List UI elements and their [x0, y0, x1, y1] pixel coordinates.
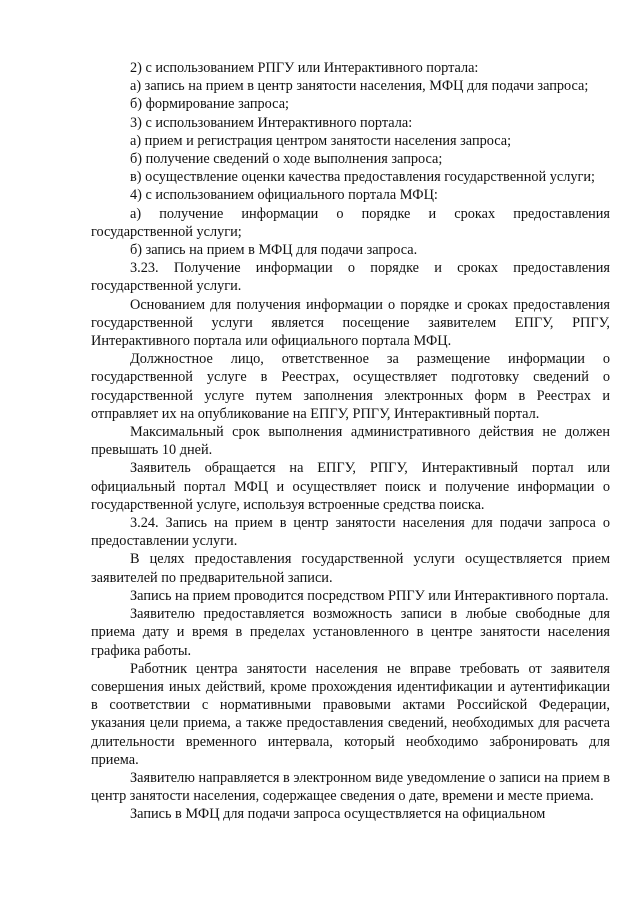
paragraph: Работник центра занятости населения не вправе требовать от заявителя совершения иных действий, кроме прохождения идентификации и аутентификации в соответствии с нормативными правовыми актами Российской Федерации, указания цели приема, а также предоставления сведений, необходимых для расчета длительности временного интервала, который необходимо забронировать для приема. — [91, 660, 610, 768]
paragraph: Заявителю направляется в электронном виде уведомление о записи на прием в центр занятости населения, содержащее сведения о дате, времени и месте приема. — [91, 769, 610, 805]
paragraph: в) осуществление оценки качества предоставления государственной услуги; — [130, 169, 595, 186]
paragraph: 2) с использованием РПГУ или Интерактивного портала: — [130, 60, 479, 76]
paragraph: б) получение сведений о ходе выполнения запроса; — [130, 151, 443, 168]
section-heading-3-23: 3.23. Получение информации о порядке и сроках предоставления государственной услуги. — [91, 260, 610, 295]
paragraph: Должностное лицо, ответственное за размещение информации о государственной услуге в Реестрах, осуществляет подготовку сведений о государственной услуге путем заполнения электронных форм в Реестрах и отправляет их на опубликование на ЕПГУ, РПГУ, Интерактивный портал. — [91, 351, 610, 422]
paragraph: Запись в МФЦ для подачи запроса осуществляется на официальном — [130, 806, 546, 823]
document-page — [91, 59, 610, 824]
paragraph: В целях предоставления государственной услуги осуществляется прием заявителей по предварительной записи. — [91, 551, 610, 586]
paragraph: а) запись на прием в центр занятости населения, МФЦ для подачи запроса; — [130, 78, 589, 95]
paragraph: 3) с использованием Интерактивного портала: — [130, 114, 413, 131]
paragraph: б) формирование запроса; — [130, 96, 290, 113]
paragraph: б) запись на прием в МФЦ для подачи запроса. — [130, 242, 418, 259]
section-heading-3-24: 3.24. Запись на прием в центр занятости населения для подачи запроса о предоставлении услуги. — [91, 515, 610, 550]
paragraph: 4) с использованием официального портала МФЦ: — [130, 187, 438, 204]
paragraph: Заявителю предоставляется возможность записи в любые свободные для приема дату и время в пределах установленного в центре занятости населения графика работы. — [91, 606, 610, 659]
paragraph: Максимальный срок выполнения административного действия не должен превышать 10 дней. — [91, 424, 610, 459]
paragraph: а) прием и регистрация центром занятости населения запроса; — [130, 132, 512, 149]
paragraph: Основанием для получения информации о порядке и сроках предоставления государственной услуги является посещение заявителем ЕПГУ, РПГУ, Интерактивного портала или официального портала МФЦ. — [91, 296, 610, 350]
paragraph: Заявитель обращается на ЕПГУ, РПГУ, Интерактивный портал или официальный портал МФЦ и осуществляет поиск и получение информации о государственной услуге, используя встроенные средства поиска. — [91, 460, 610, 513]
paragraph: а) получение информации о порядке и сроках предоставления государственной услуги; — [91, 205, 610, 240]
paragraph: Запись на прием проводится посредством РПГУ или Интерактивного портала. — [130, 587, 609, 604]
